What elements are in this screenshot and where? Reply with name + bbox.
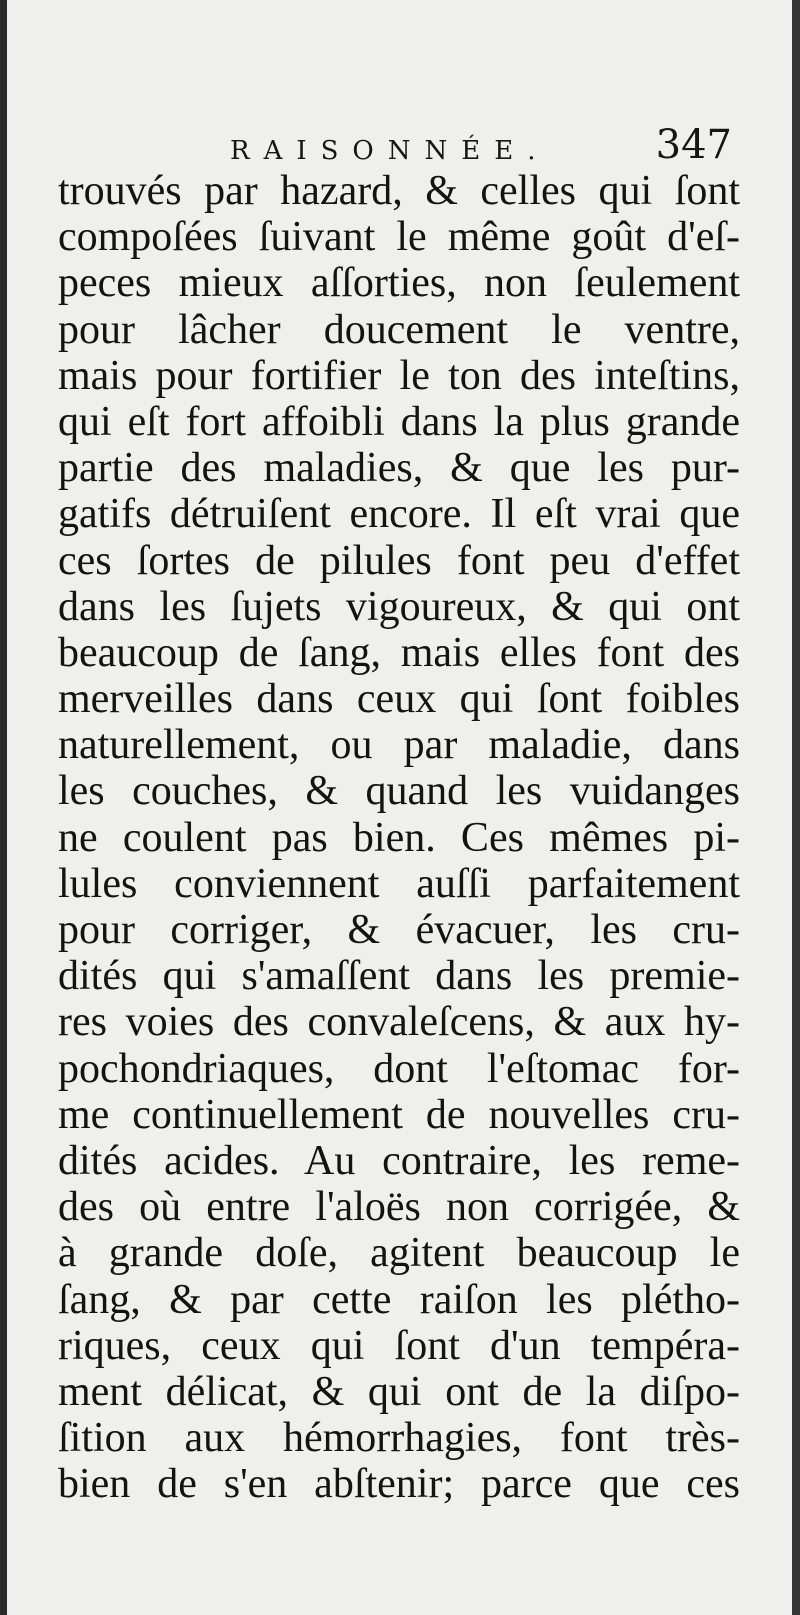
text-line: ne coulent pas bien. Ces mêmes pi- [58, 814, 740, 861]
text-line: pour lâcher doucement le ventre, [58, 306, 740, 353]
text-line: trouvés par hazard, & celles qui ſont [58, 168, 740, 214]
text-line: qui eſt fort affoibli dans la plus grande [58, 398, 740, 445]
text-line: ſition aux hémorrhagies, font très- [58, 1415, 740, 1462]
text-line: peces mieux aſſorties, non ſeulement [58, 260, 740, 307]
text-line: naturellement, ou par maladie, dans [58, 722, 740, 769]
text-line: dités acides. Au contraire, les reme- [58, 1137, 740, 1184]
right-page-edge [792, 0, 800, 1615]
text-line: à grande doſe, agitent beaucoup le [58, 1230, 740, 1277]
left-page-edge [0, 0, 7, 1615]
text-line: pochondriaques, dont l'eſtomac for- [58, 1045, 740, 1092]
text-line: ces ſortes de pilules font peu d'effet [58, 537, 740, 584]
text-line: lules conviennent auſſi parfaitement [58, 860, 740, 907]
body-text [58, 168, 740, 1507]
text-line: res voies des convaleſcens, & aux hy- [58, 999, 740, 1046]
text-line: dités qui s'amaſſent dans les premie- [58, 953, 740, 1000]
text-line: ſang, & par cette raiſon les plétho- [58, 1276, 740, 1323]
text-line: des où entre l'aloës non corrigée, & [58, 1184, 740, 1231]
text-line: compoſées ſuivant le même goût d'eſ- [58, 214, 740, 261]
text-line: partie des maladies, & que les pur- [58, 445, 740, 492]
text-line: mais pour fortifier le ton des inteſtins, [58, 352, 740, 399]
text-line: les couches, & quand les vuidanges [58, 768, 740, 815]
text-line: beaucoup de ſang, mais elles font des [58, 629, 740, 676]
running-head: RAISONNÉE. [230, 136, 550, 166]
text-line: ment délicat, & qui ont de la diſpo- [58, 1368, 740, 1415]
text-line: pour corriger, & évacuer, les cru- [58, 907, 740, 953]
text-line: me continuellement de nouvelles cru- [58, 1091, 740, 1138]
text-line: gatifs détruiſent encore. Il eſt vrai que [58, 491, 740, 538]
text-line: merveilles dans ceux qui ſont foibles [58, 676, 740, 723]
text-line: dans les ſujets vigoureux, & qui ont [58, 583, 740, 630]
text-line: riques, ceux qui ſont d'un tempéra- [58, 1322, 740, 1369]
text-line: bien de s'en abſtenir; parce que ces [58, 1461, 740, 1508]
page-number: 347 [655, 122, 732, 168]
